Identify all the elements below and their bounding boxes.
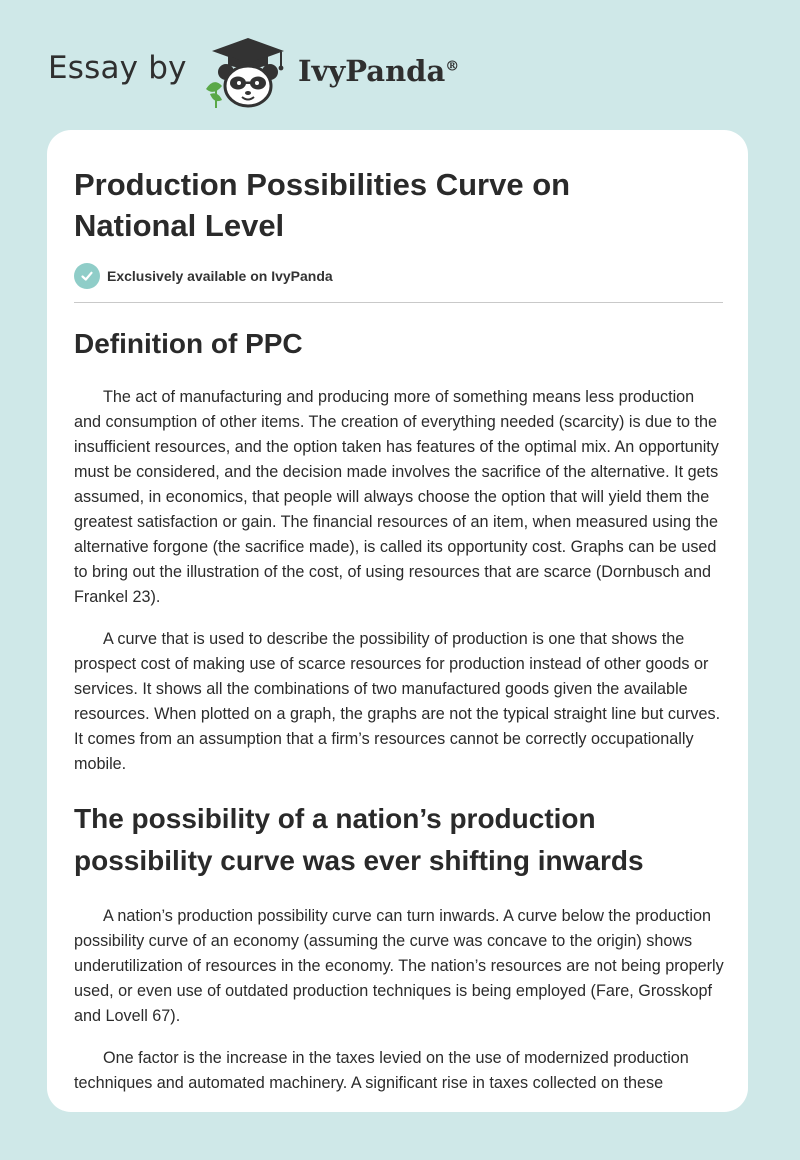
essay-title: Production Possibilities Curve on National Level <box>74 167 571 243</box>
exclusive-label: Exclusively available on IvyPanda <box>107 268 333 284</box>
paragraph: A curve that is used to describe the possibility of production is one that shows the prospect cost of making use of scarce resources for production instead of other goods or services. It shows all the combinations of two manufactured goods given the available resources. When plotted on a graph, the graphs are not the typical straight line but curves. It comes from an assumption that a firm’s resources cannot be correctly occupationally mobile. <box>74 630 721 773</box>
paragraph: One factor is the increase in the taxes levied on the use of modernized production techniques and automated machinery. A significant rise in taxes collected on these <box>74 1049 689 1092</box>
divider <box>74 302 723 303</box>
paragraph: The act of manufacturing and producing more of something means less production and consumption of other items. The creation of everything needed (scarcity) is due to the insufficient resources, and the option taken has features of the optimal mix. An opportunity must be considered, and the decision made involves the sacrifice of the alternative. It gets assumed, in economics, that people will always choose the option that will yield them the greatest satisfaction or gain. The financial resources of an item, when measured using the alternative forgone (the sacrifice made), is called its opportunity cost. Graphs can be used to bring out the illustration of the cost, of using resources that are scarce (Dornbusch and Frankel 23). <box>74 388 719 606</box>
essay-card <box>47 130 748 1112</box>
section-heading: Definition of PPC <box>74 328 303 359</box>
section-heading: The possibility of a nation’s production possibility curve was ever shifting inwards <box>74 803 644 876</box>
registered-mark: ® <box>445 58 460 75</box>
check-icon <box>74 263 100 289</box>
brand-prefix: Essay by <box>48 50 187 86</box>
brand-name: IvyPanda® <box>298 54 460 88</box>
essay-content <box>74 322 724 1112</box>
paragraph: A nation’s production possibility curve can turn inwards. A curve below the production possibility curve of an economy (assuming the curve was concave to the origin) shows underutilization of resources in the economy. The nation’s resources are not being properly used, or even use of outdated production techniques is being employed (Fare, Grosskopf and Lovell 67). <box>74 907 724 1025</box>
brand-header[interactable] <box>48 30 468 110</box>
panda-logo-icon <box>202 34 294 110</box>
exclusive-badge <box>74 263 333 289</box>
